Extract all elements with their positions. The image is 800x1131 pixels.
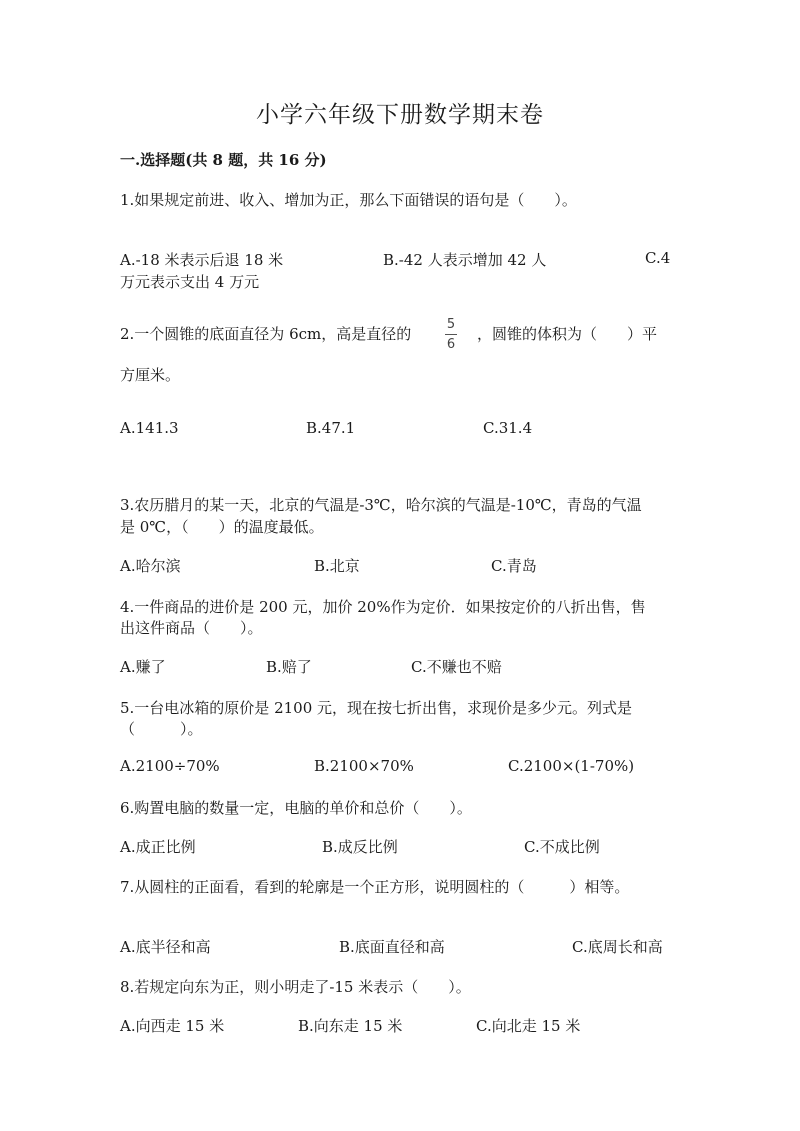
question-1-option-c: C.4 <box>645 249 671 267</box>
fraction-numerator: 5 <box>446 317 456 332</box>
question-3-option-c: C.青岛 <box>491 557 537 575</box>
fraction-denominator: 6 <box>446 337 456 352</box>
question-4-line-2: 出这件商品（ ）。 <box>120 619 263 637</box>
question-2-fraction <box>445 318 457 351</box>
section-heading: 一.选择题(共 8 题，共 16 分) <box>120 151 327 169</box>
question-7-option-a: A.底半径和高 <box>120 938 211 956</box>
question-6-option-a: A.成正比例 <box>120 838 196 856</box>
question-3-option-a: A.哈尔滨 <box>120 557 181 575</box>
question-6-text: 6.购置电脑的数量一定，电脑的单价和总价（ ）。 <box>120 799 472 817</box>
question-2-option-b: B.47.1 <box>306 419 356 437</box>
question-2-text-after: ，圆锥的体积为（ ）平 <box>477 325 658 343</box>
question-5-line-2: （ ）。 <box>120 720 203 738</box>
question-8-option-b: B.向东走 15 米 <box>298 1017 403 1035</box>
question-1-option-c-continuation: 万元表示支出 4 万元 <box>120 273 260 291</box>
question-2-text-before: 2.一个圆锥的底面直径为 6cm，高是直径的 <box>120 325 412 343</box>
question-2-continuation: 方厘米。 <box>120 366 181 384</box>
question-3-line-1: 3.农历腊月的某一天，北京的气温是-3℃，哈尔滨的气温是-10℃，青岛的气温 <box>120 496 642 514</box>
question-2-option-a: A.141.3 <box>120 419 179 437</box>
question-8-option-a: A.向西走 15 米 <box>120 1017 225 1035</box>
question-3-option-b: B.北京 <box>314 557 360 575</box>
question-7-text: 7.从圆柱的正面看，看到的轮廓是一个正方形，说明圆柱的（ ）相等。 <box>120 878 630 896</box>
question-2-option-c: C.31.4 <box>483 419 533 437</box>
question-6-option-c: C.不成比例 <box>524 838 600 856</box>
question-5-option-b: B.2100×70% <box>314 757 414 775</box>
question-1-option-b: B.-42 人表示增加 42 人 <box>383 251 547 269</box>
question-8-option-c: C.向北走 15 米 <box>476 1017 581 1035</box>
question-4-line-1: 4.一件商品的进价是 200 元，加价 20%作为定价．如果按定价的八折出售，售 <box>120 598 646 616</box>
page-title: 小学六年级下册数学期末卷 <box>256 102 544 128</box>
question-4-option-a: A.赚了 <box>120 658 166 676</box>
question-5-option-c: C.2100×(1-70%) <box>508 757 635 775</box>
question-5-line-1: 5.一台电冰箱的原价是 2100 元，现在按七折出售，求现价是多少元。列式是 <box>120 699 633 717</box>
question-3-line-2: 是 0℃，（ ）的温度最低。 <box>120 518 324 536</box>
fraction-bar <box>445 334 457 335</box>
question-6-option-b: B.成反比例 <box>322 838 398 856</box>
question-5-option-a: A.2100÷70% <box>120 757 220 775</box>
question-7-option-c: C.底周长和高 <box>572 938 663 956</box>
question-4-option-c: C.不赚也不赔 <box>411 658 502 676</box>
question-1-text: 1.如果规定前进、收入、增加为正，那么下面错误的语句是（ ）。 <box>120 191 577 209</box>
question-4-option-b: B.赔了 <box>266 658 312 676</box>
question-8-text: 8.若规定向东为正，则小明走了-15 米表示（ ）。 <box>120 978 471 996</box>
question-1-option-a: A.-18 米表示后退 18 米 <box>120 251 284 269</box>
question-7-option-b: B.底面直径和高 <box>339 938 445 956</box>
